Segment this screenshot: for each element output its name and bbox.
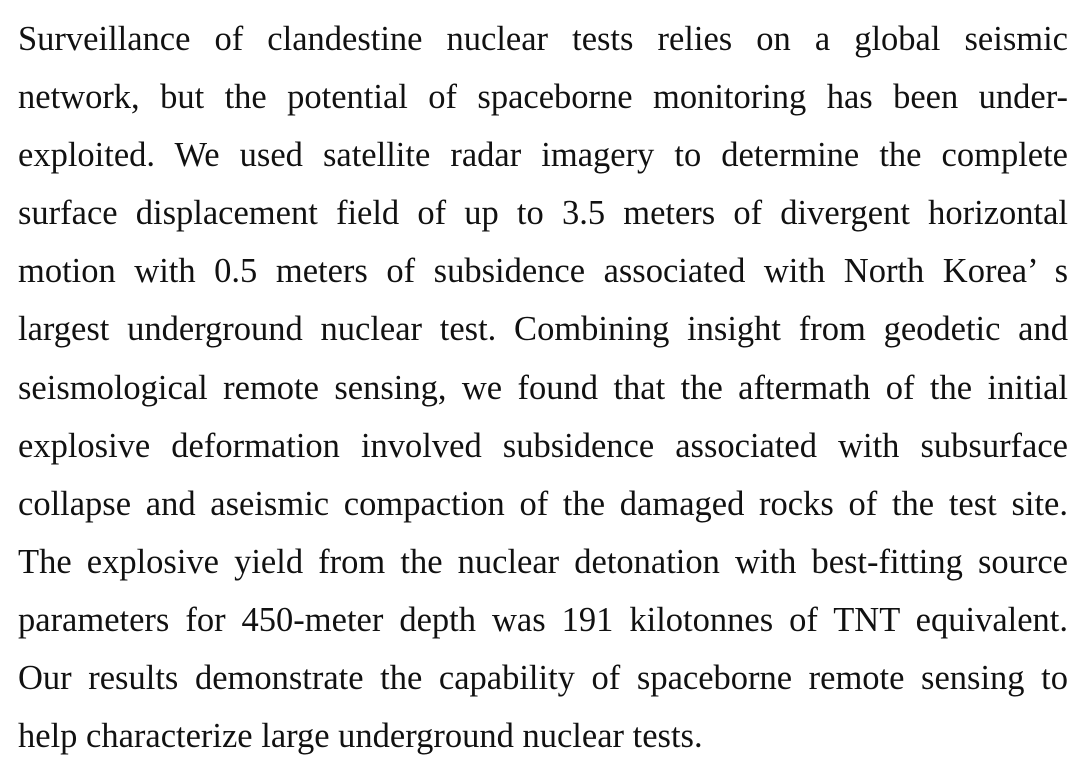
abstract-line-6: largest underground nuclear test. Combining insight from geodetic and (18, 310, 1068, 349)
abstract-line-12: Our results demonstrate the capability of spaceborne remote sensing to (18, 659, 1068, 698)
abstract-line-7: seismological remote sensing, we found that the aftermath of the initial (18, 368, 1068, 407)
abstract-line-8: explosive deformation involved subsidence associated with subsurface (18, 426, 1068, 465)
abstract-paragraph (18, 10, 1068, 765)
abstract-line-10: The explosive yield from the nuclear detonation with best-fitting source (18, 542, 1068, 581)
abstract-line-4: surface displacement field of up to 3.5 meters of divergent horizontal (18, 194, 1068, 233)
abstract-line-1: Surveillance of clandestine nuclear tests relies on a global seismic (18, 20, 1068, 58)
abstract-line-2: network, but the potential of spaceborne monitoring has been under- (18, 78, 1068, 117)
abstract-line-9: collapse and aseismic compaction of the damaged rocks of the test site. (18, 484, 1068, 523)
abstract-line-11: parameters for 450-meter depth was 191 kilotonnes of TNT equivalent. (18, 600, 1068, 639)
abstract-line-13: help characterize large underground nuclear tests. (18, 717, 703, 756)
abstract-line-5: motion with 0.5 meters of subsidence associated with North Korea’ s (18, 252, 1068, 291)
abstract-line-3: exploited. We used satellite radar imagery to determine the complete (18, 136, 1068, 175)
